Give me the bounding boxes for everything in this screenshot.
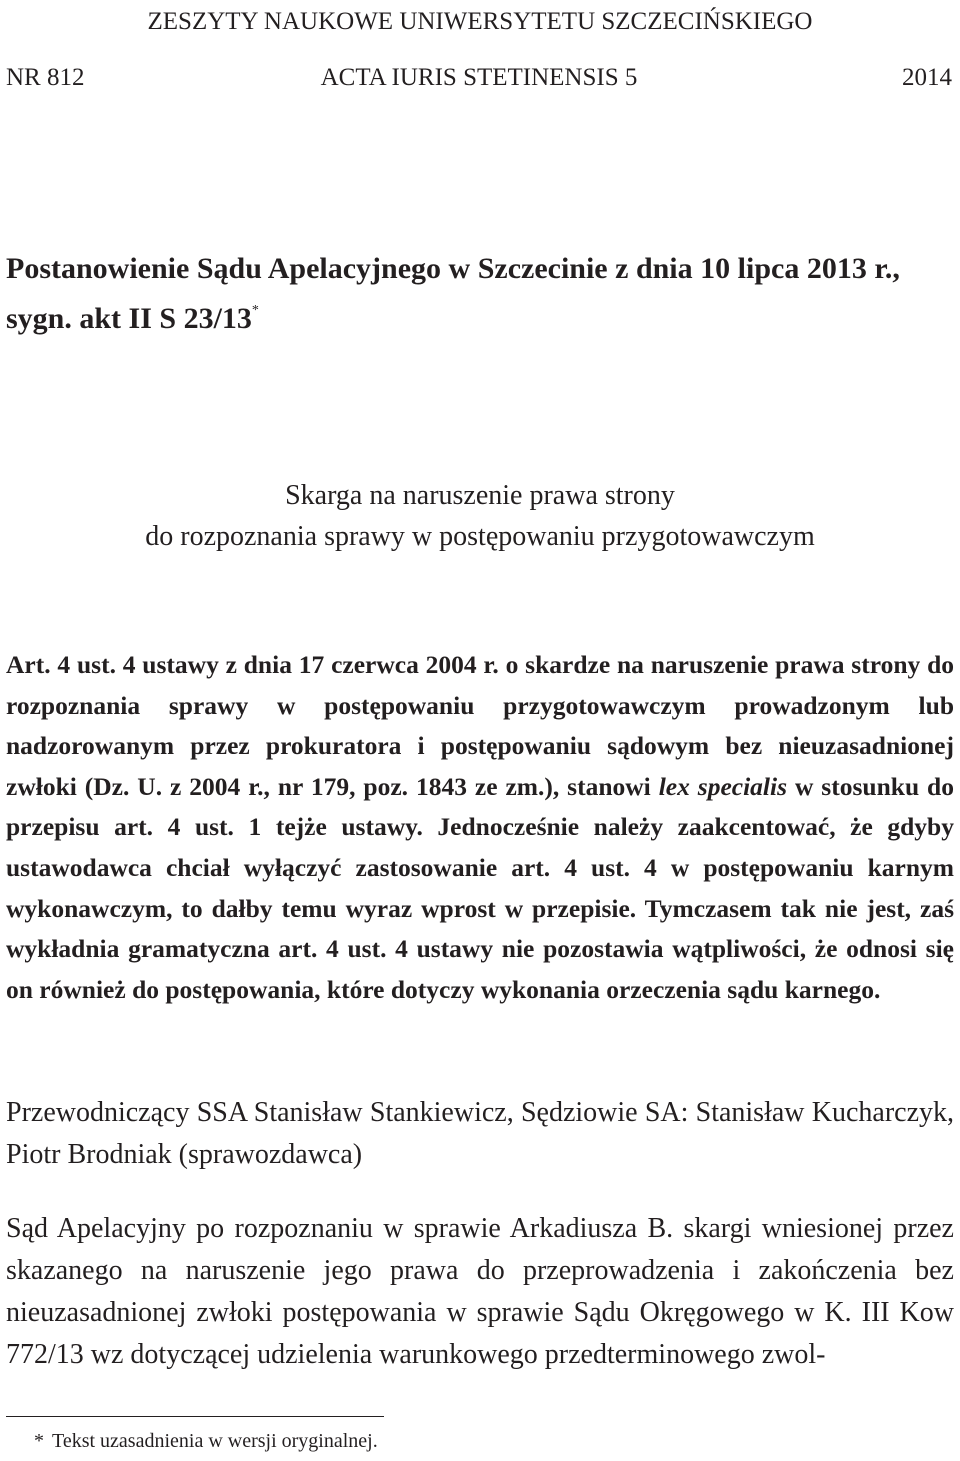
thesis-italic-term: lex specialis — [658, 771, 788, 801]
body-paragraph: Sąd Apelacyjny po rozpoznaniu w sprawie Arkadiusza B. skargi wniesionej przez skazanego na naruszenie jego prawa do przeprowadzenia i zakończenia bez nieuzasadnionej zwłoki postępowania w sprawie Sądu Okręgowego w K. III Kow 772/13 wz dotyczącej udzielenia warunkowego przedterminowego zwol- — [6, 1213, 954, 1370]
footnote-divider — [6, 1416, 384, 1417]
footnote-marker: * — [34, 1430, 44, 1452]
series-name: ACTA IURIS STETINENSIS 5 — [320, 64, 638, 91]
court-composition: Przewodniczący SSA Stanisław Stankiewicz, Sędziowie SA: Stanisław Kucharczyk, Piotr Brodniak (sprawozdawca) — [6, 1097, 954, 1170]
subtitle-line-2: do rozpoznania sprawy w postępowaniu przygotowawczym — [145, 521, 815, 552]
document-title — [6, 248, 952, 340]
title-line-1: Postanowienie Sądu Apelacyjnego w Szczecinie z dnia 10 lipca 2013 r., — [6, 252, 900, 285]
title-footnote-marker: * — [251, 303, 259, 318]
thesis-text-part-2: w stosunku do przepisu art. 4 ust. 1 tejże ustawy. Jednocześnie należy zaakcentować, że gdyby ustawodawca chciał wyłączyć zastosowanie art. 4 ust. 4 w postępowaniu karnym wykonawczym, to dałby temu wyraz wprost w przepisie. Tymczasem tak nie jest, zaś wykładnia gramatyczna art. 4 ust. 4 ustawy nie pozostawia wątpliwości, że odnosi się on również do postępowania, które dotyczy wykonania orzeczenia sądu karnego. — [6, 771, 954, 1004]
thesis-text-part-1: Art. 4 ust. 4 ustawy z dnia 17 czerwca 2004 r. o skardze na naruszenie prawa strony do rozpoznania sprawy w postępowaniu przygotowawczym prowadzonym lub nadzorowanym przez prokuratora i postępowaniu sądowym bez nieuzasadnionej zwłoki (Dz. U. z 2004 r., nr 179, poz. 1843 ze zm.), stanowi — [6, 650, 954, 801]
case-signature: sygn. akt II S 23/13 — [6, 302, 252, 335]
issue-number: NR 812 — [6, 64, 85, 91]
footnote-text: Tekst uzasadnienia w wersji oryginalnej. — [52, 1430, 378, 1452]
thesis-paragraph — [6, 645, 954, 1010]
document-subtitle — [0, 475, 960, 557]
issue-year: 2014 — [902, 64, 952, 91]
footnote — [34, 1430, 378, 1453]
subtitle-line-1: Skarga na naruszenie prawa strony — [285, 480, 675, 511]
title-line-2 — [6, 290, 952, 340]
journal-name: ZESZYTY NAUKOWE UNIWERSYTETU SZCZECIŃSKIEGO — [147, 8, 813, 35]
